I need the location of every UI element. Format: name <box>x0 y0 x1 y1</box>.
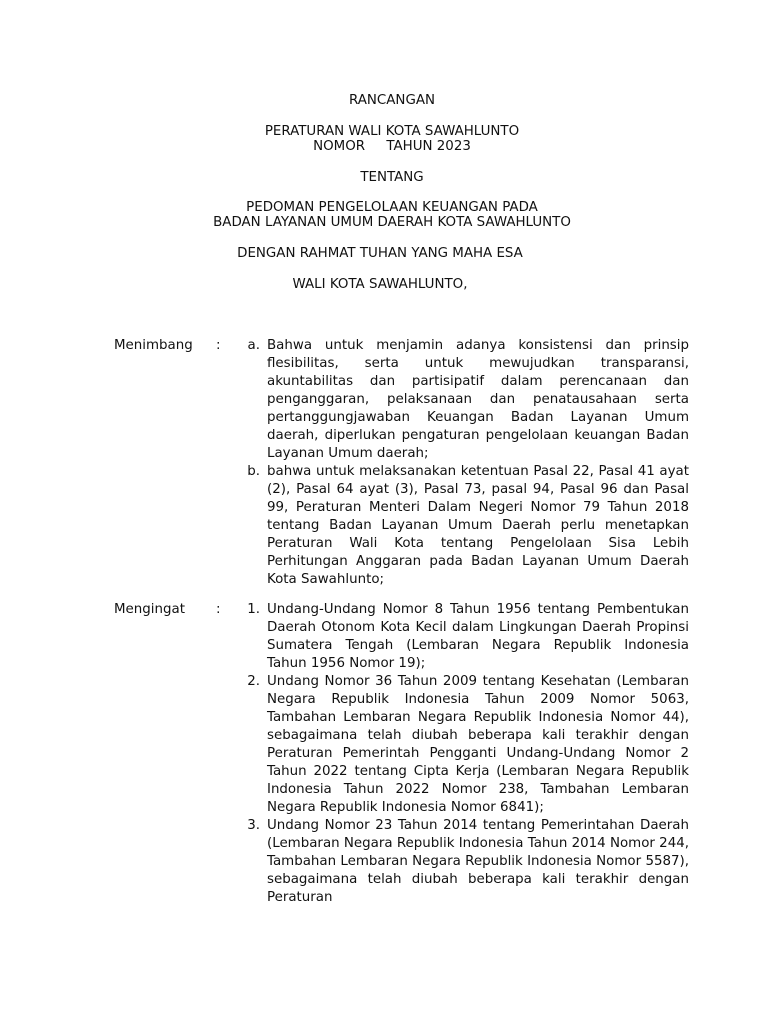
mayor-title: WALI KOTA SAWAHLUNTO, <box>292 277 468 292</box>
list-item <box>247 817 689 907</box>
item-text: bahwa untuk melaksanakan ketentuan Pasal 22, Pasal 41 ayat (2), Pasal 64 ayat (3), Pasal 73, pasal 94, Pasal 96 dan Pasal 99, Peraturan Menteri Dalam Negeri Nomor 79 Tahun 2018 tentang Badan Layanan Umum Daerah perlu menetapkan Peraturan Wali Kota tentang Pengelolaan Sisa Lebih Perhitungan Anggaran pada Badan Layanan Umum Daerah Kota Sawahlunto; <box>267 464 689 587</box>
mengingat-label: Mengingat <box>114 602 185 617</box>
item-marker: a. <box>247 338 260 353</box>
list-item <box>247 673 689 817</box>
mengingat-colon: : <box>216 602 221 617</box>
regulation-title: PERATURAN WALI KOTA SAWAHLUNTO <box>264 124 520 139</box>
list-item <box>247 601 689 673</box>
item-marker: 3. <box>247 818 260 833</box>
regulation-number: NOMOR TAHUN 2023 <box>313 139 471 154</box>
list-item <box>247 337 689 463</box>
invocation: DENGAN RAHMAT TUHAN YANG MAHA ESA <box>237 246 523 261</box>
item-text: Undang Nomor 36 Tahun 2009 tentang Kesehatan (Lembaran Negara Republik Indonesia Tahun 2009 Nomor 5063, Tambahan Lembaran Negara Republik Indonesia Nomor 44), sebagaimana telah diubah beberapa kali terakhir dengan Peraturan Pemerintah Pengganti Undang-Undang Nomor 2 Tahun 2022 tentang Cipta Kerja (Lembaran Negara Republik Indonesia Tahun 2022 Nomor 238, Tambahan Lembaran Negara Republik Indonesia Nomor 6841); <box>267 674 689 815</box>
item-text: Undang-Undang Nomor 8 Tahun 1956 tentang Pembentukan Daerah Otonom Kota Kecil dalam Lingkungan Daerah Propinsi Sumatera Tengah (Lembaran Negara Republik Indonesia Tahun 1956 Nomor 19); <box>267 602 689 671</box>
item-text: Undang Nomor 23 Tahun 2014 tentang Pemerintahan Daerah (Lembaran Negara Republik Indonesia Tahun 2014 Nomor 244, Tambahan Lembaran Negara Republik Indonesia Nomor 5587), sebagaimana telah diubah beberapa kali terakhir dengan Peraturan <box>267 818 689 905</box>
subject-line-2: BADAN LAYANAN UMUM DAERAH KOTA SAWAHLUNTO <box>213 215 571 230</box>
item-marker: b. <box>247 464 260 479</box>
menimbang-colon: : <box>216 338 221 353</box>
item-marker: 2. <box>247 674 260 689</box>
subject-line-1: PEDOMAN PENGELOLAAN KEUANGAN PADA <box>246 200 538 215</box>
item-marker: 1. <box>247 602 260 617</box>
tentang-label: TENTANG <box>360 170 424 185</box>
draft-label: RANCANGAN <box>348 93 436 108</box>
menimbang-label: Menimbang <box>114 338 193 353</box>
menimbang-section <box>0 337 768 589</box>
item-text: Bahwa untuk menjamin adanya konsistensi dan prinsip flesibilitas, serta untuk mewujudkan transparansi, akuntabilitas dan partisipatif dalam perencanaan dan penganggaran, pelaksanaan dan penatausahaan serta pertanggungjawaban Keuangan Badan Layanan Umum daerah, diperlukan pengaturan pengelolaan keuangan Badan Layanan Umum daerah; <box>267 338 689 461</box>
list-item <box>247 463 689 589</box>
mengingat-section <box>0 601 768 907</box>
